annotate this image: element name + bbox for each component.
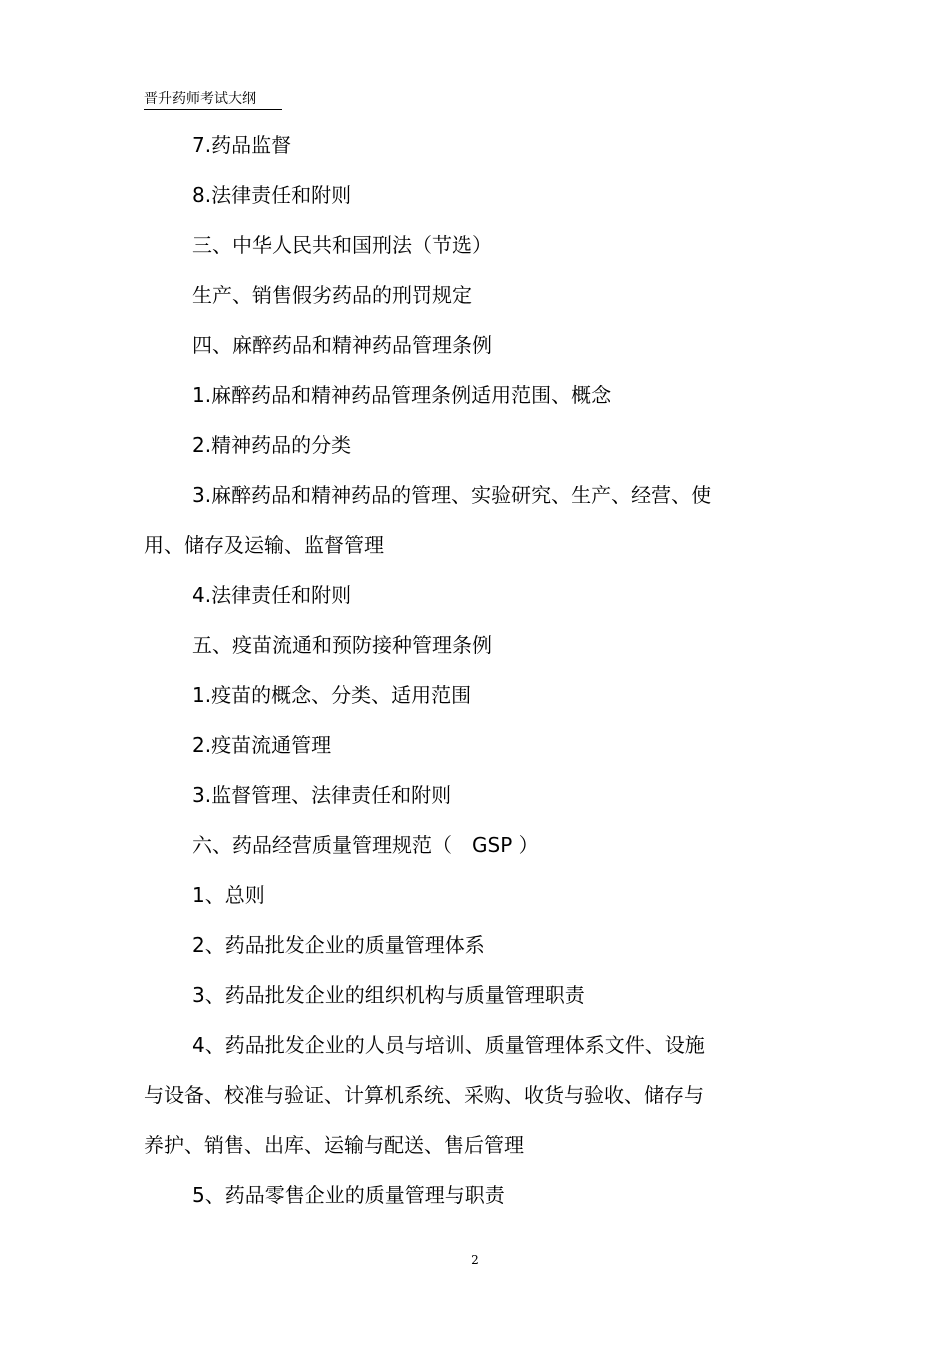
list-item-narcotics-scope: 1.麻醉药品和精神药品管理条例适用范围、概念 — [192, 383, 612, 407]
list-item-wholesale-quality-system: 2、药品批发企业的质量管理体系 — [192, 933, 485, 957]
list-item-gsp-general: 1、总则 — [192, 883, 265, 907]
document-body — [144, 120, 766, 1220]
running-header: 晋升药师考试大纲 — [144, 90, 282, 110]
section-heading-criminal-law: 三、中华人民共和国刑法（节选） — [192, 233, 492, 257]
list-item-legal-liability: 8.法律责任和附则 — [192, 183, 352, 207]
list-item-wholesale-personnel: 4、药品批发企业的人员与培训、质量管理体系文件、设施 — [192, 1033, 705, 1057]
section-heading-gsp: 六、药品经营质量管理规范（ GSP ） — [192, 833, 539, 857]
list-item-drug-supervision: 7.药品监督 — [192, 133, 292, 157]
list-item-wholesale-organization: 3、药品批发企业的组织机构与质量管理职责 — [192, 983, 585, 1007]
list-item-wholesale-personnel-continued-1: 与设备、校准与验证、计算机系统、采购、收货与验收、储存与 — [144, 1083, 704, 1107]
list-item-vaccine-circulation: 2.疫苗流通管理 — [192, 733, 332, 757]
section-heading-vaccine-regulation: 五、疫苗流通和预防接种管理条例 — [192, 633, 492, 657]
list-item-criminal-penalty: 生产、销售假劣药品的刑罚规定 — [192, 283, 472, 307]
page-number: 2 — [471, 1253, 479, 1267]
list-item-narcotics-liability: 4.法律责任和附则 — [192, 583, 352, 607]
list-item-retail-quality: 5、药品零售企业的质量管理与职责 — [192, 1183, 505, 1207]
list-item-vaccine-concept: 1.疫苗的概念、分类、适用范围 — [192, 683, 472, 707]
list-item-narcotics-management: 3.麻醉药品和精神药品的管理、实验研究、生产、经营、使 — [192, 483, 712, 507]
list-item-vaccine-supervision: 3.监督管理、法律责任和附则 — [192, 783, 452, 807]
list-item-wholesale-personnel-continued-2: 养护、销售、出库、运输与配送、售后管理 — [144, 1133, 524, 1157]
list-item-psychotropic-classification: 2.精神药品的分类 — [192, 433, 352, 457]
list-item-narcotics-management-continued: 用、储存及运输、监督管理 — [144, 533, 384, 557]
section-heading-narcotics-regulation: 四、麻醉药品和精神药品管理条例 — [192, 333, 492, 357]
